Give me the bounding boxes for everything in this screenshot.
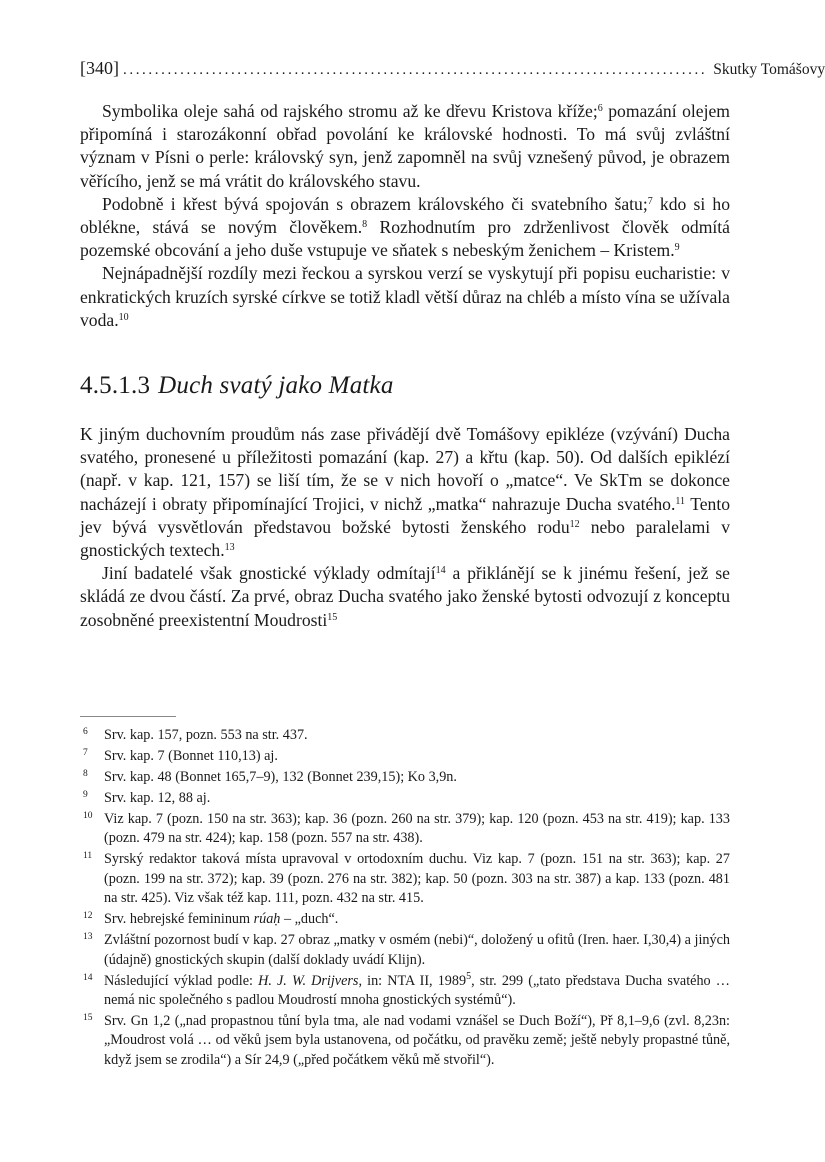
edition-superscript: 5 — [466, 970, 472, 982]
paragraph-epiclesis — [80, 423, 730, 562]
running-title: Skutky Tomášovy — [713, 61, 825, 78]
footnote-italic-term: rúaḥ — [253, 911, 281, 928]
footnote — [80, 850, 730, 908]
paragraph-baptism — [80, 193, 730, 263]
footnote-ref[interactable]: 10 — [118, 311, 129, 323]
paragraph-text: Rozhodnutím pro zdrženlivost člověk odmítá pozemské obcování a jeho duše vstupuje ve sňatek s nebeským ženichem – Kristem. — [80, 217, 730, 261]
footnote-ref[interactable]: 11 — [675, 495, 686, 507]
section-title: Duch svatý jako Matka — [158, 372, 394, 400]
paragraph-text: Nejnápadnější rozdíly mezi řeckou a syrskou verzí se vyskytují při popisu eucharistie: v enkratických kruzích syrské církve se totiž kladl větší důraz na chléb a místo vína se užívala voda. — [80, 263, 730, 330]
leader-dots: ............................................................................................ — [123, 62, 708, 78]
main-text — [80, 100, 730, 632]
footnote-author: H. J. W. Drijvers — [258, 972, 359, 989]
footnote-ref[interactable]: 8 — [362, 219, 368, 231]
footnote-text: , in: NTA II, 1989 — [358, 972, 467, 989]
footnote-text: Srv. hebrejské femininum — [104, 911, 254, 928]
footnotes — [80, 726, 730, 1072]
footnote — [80, 931, 730, 970]
footnote-text: Viz kap. 7 (pozn. 150 na str. 363); kap. 36 (pozn. 260 na str. 379); kap. 120 (pozn. 453 na str. 419); kap. 133 (pozn. 479 na str. 424); kap. 158 (pozn. 557 na str. 438). — [104, 811, 730, 847]
footnote-ref[interactable]: 7 — [647, 195, 653, 207]
footnote-ref[interactable]: 14 — [435, 565, 446, 577]
footnote — [80, 768, 730, 787]
running-header — [80, 58, 825, 80]
footnote-number: 10 — [83, 811, 93, 821]
footnote-ref[interactable]: 9 — [674, 242, 680, 254]
footnote-separator — [80, 716, 176, 717]
footnote-number: 6 — [83, 727, 88, 737]
paragraph-text: a přiklánějí se k jinému řešení, jež se skládá ze dvou částí. Za prvé, obraz Ducha svatého jako ženské bytosti odvozují z konceptu zosobněné preexistentní Moudrosti — [80, 563, 730, 630]
paragraph-eucharist — [80, 262, 730, 332]
footnote — [80, 810, 730, 849]
footnote-number: 7 — [83, 748, 88, 758]
paragraph-text: Podobně i křest bývá spojován s obrazem královského či svatebního šatu; — [102, 193, 648, 214]
paragraph-text: Tento jev bývá vysvětlován představou božské bytosti ženského rodu — [80, 493, 731, 537]
footnote — [80, 789, 730, 808]
footnote-number: 12 — [83, 911, 93, 922]
section-number: 4.5.1.3 — [80, 372, 151, 400]
section-heading — [80, 371, 730, 401]
footnote-text: Srv. kap. 7 (Bonnet 110,13) aj. — [104, 748, 278, 764]
footnote — [80, 972, 730, 1011]
paragraph-text: kdo si ho oblékne, stává se novým člověkem. — [80, 193, 730, 238]
footnote — [80, 726, 730, 745]
paragraph-text: K jiným duchovním proudům nás zase přivádějí dvě Tomášovy epikléze (vzývání) Ducha svatého, pronesené u příležitosti pomazání (kap. 27) a křtu (kap. 50). Od dalších epiklézí (např. v kap. 121, 157) se liší tím, že se v nich hovoří o „matce“. Ve SkTm se dokonce nacházejí i obraty připomínající Trojici, v nichž „matka“ nahrazuje Ducha svatého. — [80, 424, 730, 514]
footnote-text: – „duch“. — [280, 911, 339, 928]
footnote-number: 9 — [83, 790, 88, 800]
page-number: [340] — [80, 58, 119, 78]
footnote-text: Zvláštní pozornost budí v kap. 27 obraz „matky v osmém (nebi)“, doložený u ofitů (Iren. haer. I,30,4) a jiných (údajně) gnostických skupin (další doklady uvádí Klijn). — [104, 932, 730, 968]
paragraph-oil-symbolism — [80, 100, 730, 193]
footnote-ref[interactable]: 12 — [569, 518, 580, 530]
footnote-text: , str. 299 („tato představa Ducha svatého … nemá nic společného s padlou Moudrostí mnoha gnostických systémů“). — [104, 972, 730, 1009]
paragraph-text: Jiní badatelé však gnostické výklady odmítají — [102, 563, 436, 584]
footnote-ref[interactable]: 13 — [224, 542, 235, 554]
paragraph-text: Symbolika oleje sahá od rajského stromu až ke dřevu Kristova kříže; — [102, 101, 598, 121]
footnote-text: Syrský redaktor taková místa upravoval v ortodoxním duchu. Viz kap. 7 (pozn. 151 na str. 363); kap. 27 (pozn. 199 na str. 372); kap. 39 (pozn. 276 na str. 382); kap. 50 (pozn. 303 na str. 387) a kap. 133 (pozn. 481 na str. 425). Viz však též kap. 111, pozn. 432 na str. 415. — [104, 851, 730, 907]
footnote-number: 11 — [83, 851, 93, 862]
footnote-number: 14 — [83, 972, 93, 983]
paragraph-text: pomazání olejem připomíná i starozákonní obřad povolání ke královské hodnosti. To má svůj zvláštní význam v Písni o perle: královský syn, jenž zapomněl na svůj vznešený původ, je obrazem věřícího, jenž se má vrátit do královského stavu. — [80, 101, 730, 191]
footnote-ref[interactable]: 15 — [327, 611, 338, 623]
footnote-text: Srv. kap. 48 (Bonnet 165,7–9), 132 (Bonnet 239,15); Ko 3,9n. — [104, 769, 457, 785]
footnote-number: 8 — [83, 769, 88, 779]
footnote-number: 15 — [83, 1013, 93, 1024]
footnote-text: Následující výklad podle: — [104, 972, 259, 989]
paragraph-text: nebo paralelami v gnostických textech. — [80, 516, 731, 561]
footnote — [80, 910, 730, 929]
paragraph-wisdom — [80, 562, 730, 632]
footnote-text: Srv. Gn 1,2 („nad propastnou tůní byla tma, ale nad vodami vznášel se Duch Boží“), Př 8,1–9,6 (zvl. 8,23n: „Moudrost volá … od věků jsem byla ustanovena, od počátku, od pravěku země; ještě nebyly propastné tůně, když jsem se zrodila“) a Sír 24,9 („před počátkem věků mě stvořil“). — [104, 1013, 730, 1068]
footnote — [80, 747, 730, 766]
footnote-ref[interactable]: 6 — [597, 103, 603, 114]
footnote-text: Srv. kap. 12, 88 aj. — [104, 790, 211, 806]
footnote-number: 13 — [83, 932, 93, 943]
footnote-text: Srv. kap. 157, pozn. 553 na str. 437. — [104, 727, 308, 743]
footnote — [80, 1012, 730, 1070]
